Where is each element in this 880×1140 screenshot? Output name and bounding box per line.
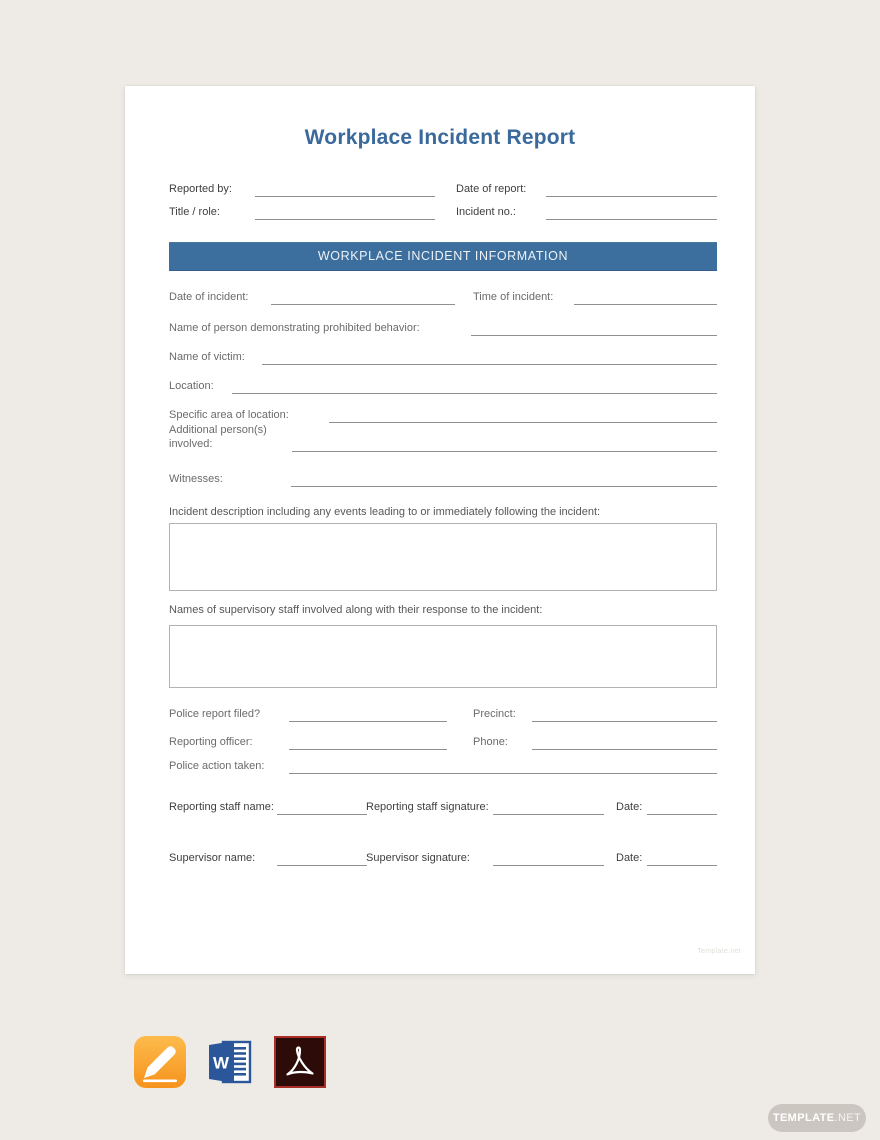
- police-report-filed-label: Police report filed?: [169, 708, 261, 720]
- reporting-date-label: Date:: [616, 801, 643, 813]
- additional-persons-input[interactable]: [292, 438, 717, 452]
- svg-text:W: W: [212, 1053, 230, 1073]
- witnesses-label: Witnesses:: [169, 473, 223, 485]
- specific-area-label: Specific area of location:: [169, 409, 289, 421]
- specific-area-input[interactable]: [329, 409, 717, 423]
- incident-no-input[interactable]: [546, 206, 717, 220]
- police-report-filed-input[interactable]: [289, 708, 447, 722]
- name-of-victim-input[interactable]: [262, 351, 717, 365]
- reported-by-input[interactable]: [255, 183, 435, 197]
- supervisor-signature-label: Supervisor signature:: [366, 852, 470, 864]
- incident-description-textarea[interactable]: [169, 523, 717, 591]
- prohibited-person-label: Name of person demonstrating prohibited behavior:: [169, 322, 420, 334]
- title-role-label: Title / role:: [169, 206, 220, 218]
- phone-input[interactable]: [532, 736, 717, 750]
- reporting-officer-label: Reporting officer:: [169, 736, 253, 748]
- date-of-report-input[interactable]: [546, 183, 717, 197]
- police-action-taken-input[interactable]: [289, 760, 717, 774]
- date-of-report-label: Date of report:: [456, 183, 527, 195]
- incident-description-label: Incident description including any events leading to or immediately following the incident:: [169, 506, 601, 518]
- badge-tld-text: .NET: [834, 1112, 862, 1124]
- reporting-officer-input[interactable]: [289, 736, 447, 750]
- reporting-staff-signature-input[interactable]: [493, 801, 604, 815]
- section-banner: WORKPLACE INCIDENT INFORMATION: [169, 242, 717, 271]
- badge-brand-text: TEMPLATE: [772, 1112, 835, 1124]
- pages-app-icon[interactable]: [134, 1036, 186, 1088]
- police-action-taken-label: Police action taken:: [169, 760, 265, 772]
- template-net-badge[interactable]: [768, 1104, 866, 1132]
- word-icon: [204, 1036, 256, 1088]
- acrobat-app-icon[interactable]: [274, 1036, 326, 1088]
- location-label: Location:: [169, 380, 214, 392]
- watermark: Template.net: [697, 948, 741, 955]
- supervisor-date-label: Date:: [616, 852, 643, 864]
- reporting-staff-name-label: Reporting staff name:: [169, 801, 274, 813]
- supervisor-signature-input[interactable]: [493, 852, 604, 866]
- location-input[interactable]: [232, 380, 717, 394]
- precinct-input[interactable]: [532, 708, 717, 722]
- phone-label: Phone:: [473, 736, 508, 748]
- name-of-victim-label: Name of victim:: [169, 351, 245, 363]
- reporting-date-input[interactable]: [647, 801, 717, 815]
- reporting-staff-name-input[interactable]: [277, 801, 367, 815]
- reported-by-label: Reported by:: [169, 183, 232, 195]
- prohibited-person-input[interactable]: [471, 322, 717, 336]
- date-of-incident-input[interactable]: [271, 291, 455, 305]
- supervisory-staff-label: Names of supervisory staff involved along with their response to the incident:: [169, 604, 543, 616]
- supervisor-name-input[interactable]: [277, 852, 367, 866]
- supervisory-staff-textarea[interactable]: [169, 625, 717, 688]
- title-role-input[interactable]: [255, 206, 435, 220]
- incident-no-label: Incident no.:: [456, 206, 516, 218]
- reporting-staff-signature-label: Reporting staff signature:: [366, 801, 489, 813]
- date-of-incident-label: Date of incident:: [169, 291, 249, 303]
- supervisor-name-label: Supervisor name:: [169, 852, 256, 864]
- word-app-icon[interactable]: [204, 1036, 256, 1088]
- precinct-label: Precinct:: [473, 708, 516, 720]
- time-of-incident-label: Time of incident:: [473, 291, 554, 303]
- additional-persons-label: Additional person(s) involved:: [169, 424, 267, 450]
- acrobat-icon: [274, 1036, 326, 1088]
- time-of-incident-input[interactable]: [574, 291, 717, 305]
- supervisor-date-input[interactable]: [647, 852, 717, 866]
- page-title: Workplace Incident Report: [304, 126, 576, 149]
- witnesses-input[interactable]: [291, 473, 717, 487]
- pages-icon: [134, 1036, 186, 1088]
- form-page: [125, 86, 755, 974]
